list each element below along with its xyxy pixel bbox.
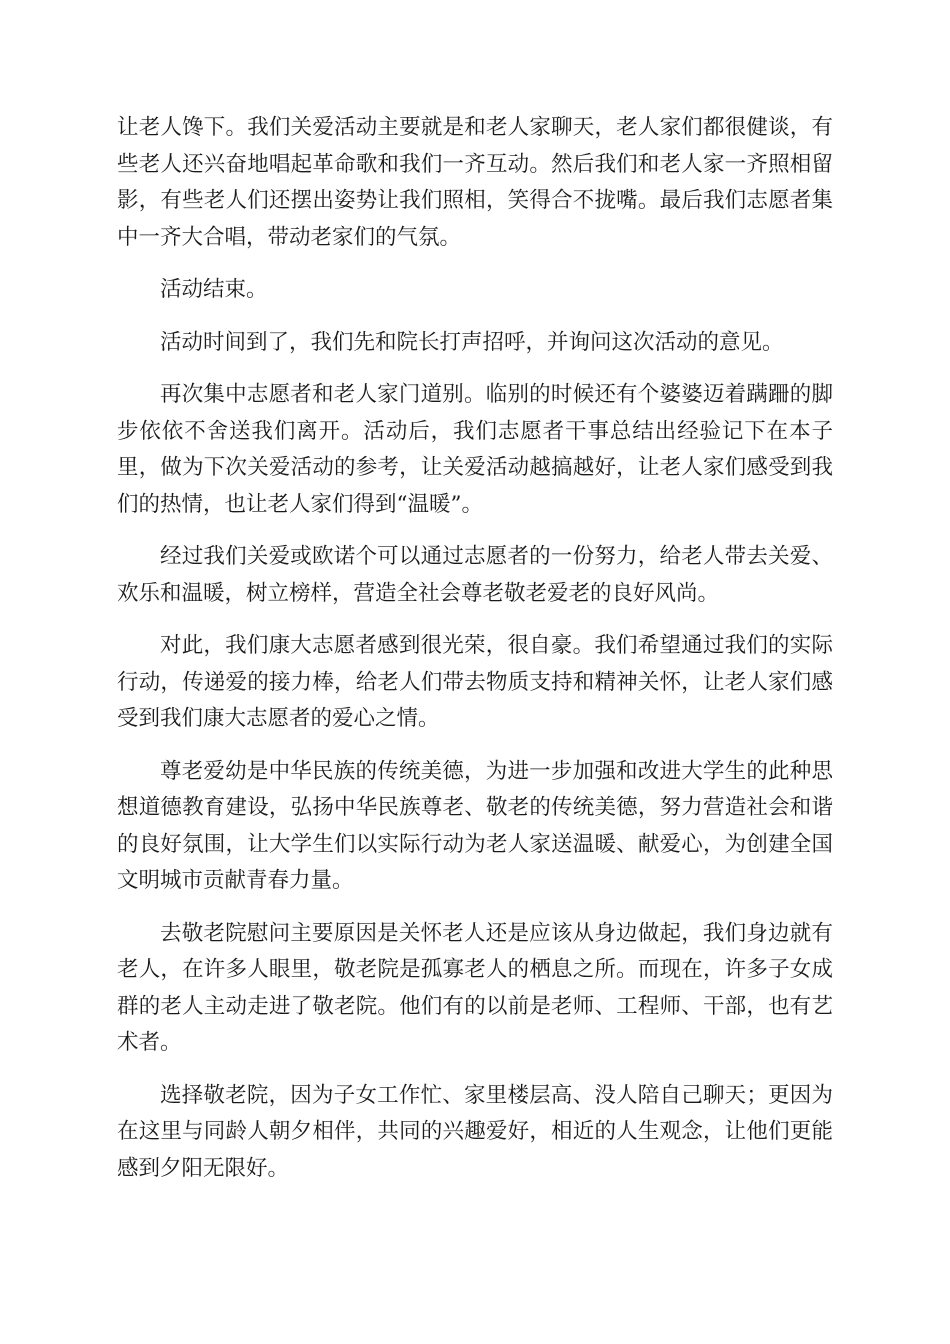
paragraph-2: 活动结束。	[160, 277, 268, 302]
document-body	[117, 110, 833, 1203]
paragraph-1: 让老人馋下。我们关爱活动主要就是和老人家聊天，老人家们都很健谈，有些老人还兴奋地唱起革命歌和我们一齐互动。然后我们和老人家一齐照相留影，有些老人们还摆出姿势让我们照相，笑得合不拢嘴。最后我们志愿者集中一齐大合唱，带动老家们的气氛。	[117, 115, 833, 250]
paragraph-9: 选择敬老院，因为子女工作忙、家里楼层高、没人陪自己聊天；更因为在这里与同龄人朝夕相伴，共同的兴趣爱好，相近的人生观念，让他们更能感到夕阳无限好。	[117, 1082, 833, 1181]
paragraph-3: 活动时间到了，我们先和院长打声招呼，并询问这次活动的意见。	[160, 329, 784, 355]
paragraph-6: 对此，我们康大志愿者感到很光荣，很自豪。我们希望通过我们的实际行动，传递爱的接力棒，给老人们带去物质支持和精神关怀，让老人家们感受到我们康大志愿者的爱心之情。	[117, 633, 833, 731]
paragraph-5: 经过我们关爱或欧诺个可以通过志愿者的一份努力，给老人带去关爱、欢乐和温暖，树立榜样，营造全社会尊老敬老爱老的良好风尚。	[117, 544, 833, 606]
paragraph-8: 去敬老院慰问主要原因是关怀老人还是应该从身边做起，我们身边就有老人，在许多人眼里，敬老院是孤寡老人的栖息之所。而现在，许多子女成群的老人主动走进了敬老院。他们有的以前是老师、工程师、干部，也有艺术者。	[117, 920, 833, 1055]
paragraph-4: 再次集中志愿者和老人家门道别。临别的时候还有个婆婆迈着蹒跚的脚步依依不舍送我们离开。活动后，我们志愿者干事总结出经验记下在本子里，做为下次关爱活动的参考，让关爱活动越搞越好，让老人家们感受到我们的热情，也让老人家们得到“温暖”。	[117, 382, 833, 517]
paragraph-7: 尊老爱幼是中华民族的传统美德，为进一步加强和改进大学生的此种思想道德教育建设，弘扬中华民族尊老、敬老的传统美德，努力营造社会和谐的良好氛围，让大学生们以实际行动为老人家送温暖、献爱心，为创建全国文明城市贡献青春力量。	[117, 758, 833, 893]
